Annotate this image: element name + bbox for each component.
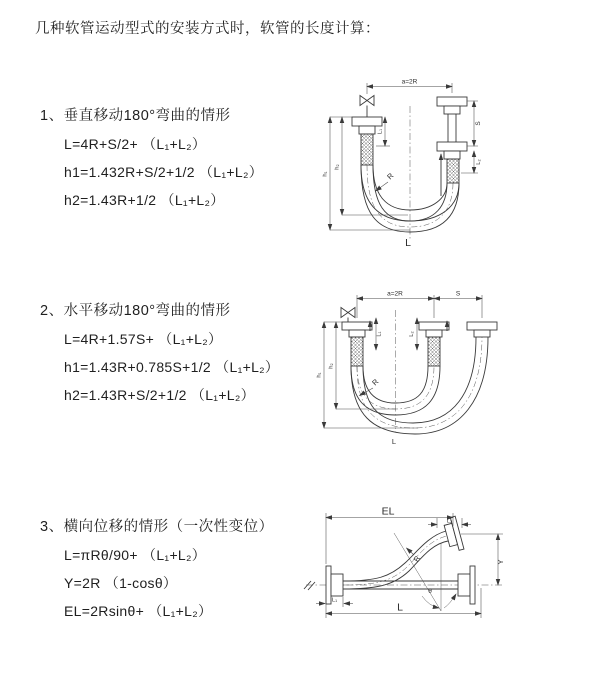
label-r: R bbox=[385, 171, 396, 182]
dimension-l2 bbox=[461, 151, 482, 173]
valve-icon bbox=[341, 308, 355, 323]
formula-h2: h2=1.43R+1/2 （L₁+L₂） bbox=[64, 192, 225, 208]
dimension-l2 bbox=[409, 318, 417, 350]
valve-icon bbox=[360, 96, 374, 118]
label-el: EL bbox=[381, 505, 395, 518]
label-l1: L₁ bbox=[376, 331, 383, 337]
label-l: L bbox=[397, 601, 403, 614]
section-1-heading: 1、垂直移动180°弯曲的情形 bbox=[40, 108, 231, 124]
dimension-a2r bbox=[357, 291, 482, 319]
formula-length: L=4R+1.57S+ （L₁+L₂） bbox=[64, 331, 223, 347]
dimension-el bbox=[326, 506, 453, 565]
diagram-lateral-displacement bbox=[298, 498, 600, 663]
hose-u-bend bbox=[351, 337, 488, 434]
section-3-heading: 3、横向位移的情形（一次性变位） bbox=[40, 519, 274, 535]
break-mark bbox=[304, 581, 315, 590]
shifted-pipe-fitting bbox=[467, 322, 497, 337]
theta-construction bbox=[394, 533, 456, 611]
dimension-l1 bbox=[376, 318, 383, 350]
label-l2: L₂ bbox=[476, 159, 482, 165]
dimension-h1 bbox=[317, 322, 419, 428]
label-r: R bbox=[411, 554, 423, 564]
right-pipe-fitting bbox=[437, 97, 467, 183]
hose-s-curve bbox=[343, 531, 448, 589]
label-l2: L₂ bbox=[446, 518, 453, 525]
label-s: S bbox=[475, 121, 482, 126]
label-h1: h₁ bbox=[322, 171, 329, 177]
left-pipe-fitting bbox=[352, 117, 382, 165]
formula-h1: h1=1.432R+S/2+1/2 （L₁+L₂） bbox=[64, 164, 264, 180]
formula-h1: h1=1.43R+0.785S+1/2 （L₁+L₂） bbox=[64, 359, 280, 375]
label-h2: h₂ bbox=[328, 363, 335, 369]
formula-length: L=πRθ/90+ （L₁+L₂） bbox=[64, 547, 207, 563]
section-lateral-displacement bbox=[40, 518, 310, 630]
label-s: S bbox=[455, 290, 461, 298]
formula-h2: h2=1.43R+S/2+1/2 （L₁+L₂） bbox=[64, 387, 255, 403]
middle-pipe-fitting bbox=[419, 322, 449, 366]
formula-y: Y=2R （1-cosθ） bbox=[64, 575, 178, 591]
dimension-s bbox=[434, 291, 482, 299]
label-a2r: a=2R bbox=[401, 78, 418, 86]
label-l2: L₂ bbox=[409, 331, 415, 337]
label-l1: L₁ bbox=[377, 128, 384, 135]
radius-callout bbox=[407, 548, 423, 563]
diagram-horizontal-180-bend bbox=[310, 282, 600, 472]
section-vertical-movement bbox=[40, 107, 310, 219]
label-y: Y bbox=[496, 559, 505, 565]
dimension-l1-bottom bbox=[316, 597, 353, 607]
label-r: R bbox=[370, 377, 381, 388]
page-title: 几种软管运动型式的安装方式时，软管的长度计算： bbox=[35, 21, 380, 37]
dimension-s bbox=[467, 101, 482, 146]
left-pipe-fitting bbox=[342, 322, 372, 366]
label-l: L bbox=[391, 437, 397, 446]
label-h2: h₂ bbox=[334, 164, 341, 170]
formula-length: L=4R+S/2+ （L₁+L₂） bbox=[64, 136, 207, 152]
dimension-a2r bbox=[367, 79, 452, 95]
label-l: L bbox=[405, 237, 411, 249]
formula-el: EL=2Rsinθ+ （L₁+L₂） bbox=[64, 603, 213, 619]
section-horizontal-movement bbox=[40, 302, 310, 414]
label-theta: θ bbox=[428, 588, 432, 595]
label-a2r: a=2R bbox=[387, 290, 403, 298]
label-l1: L₁ bbox=[331, 597, 338, 604]
diagram-vertical-180-bend bbox=[310, 70, 600, 260]
section-2-heading: 2、水平移动180°弯曲的情形 bbox=[40, 303, 231, 319]
label-h1: h₁ bbox=[316, 372, 323, 378]
radius-callout bbox=[376, 171, 396, 191]
